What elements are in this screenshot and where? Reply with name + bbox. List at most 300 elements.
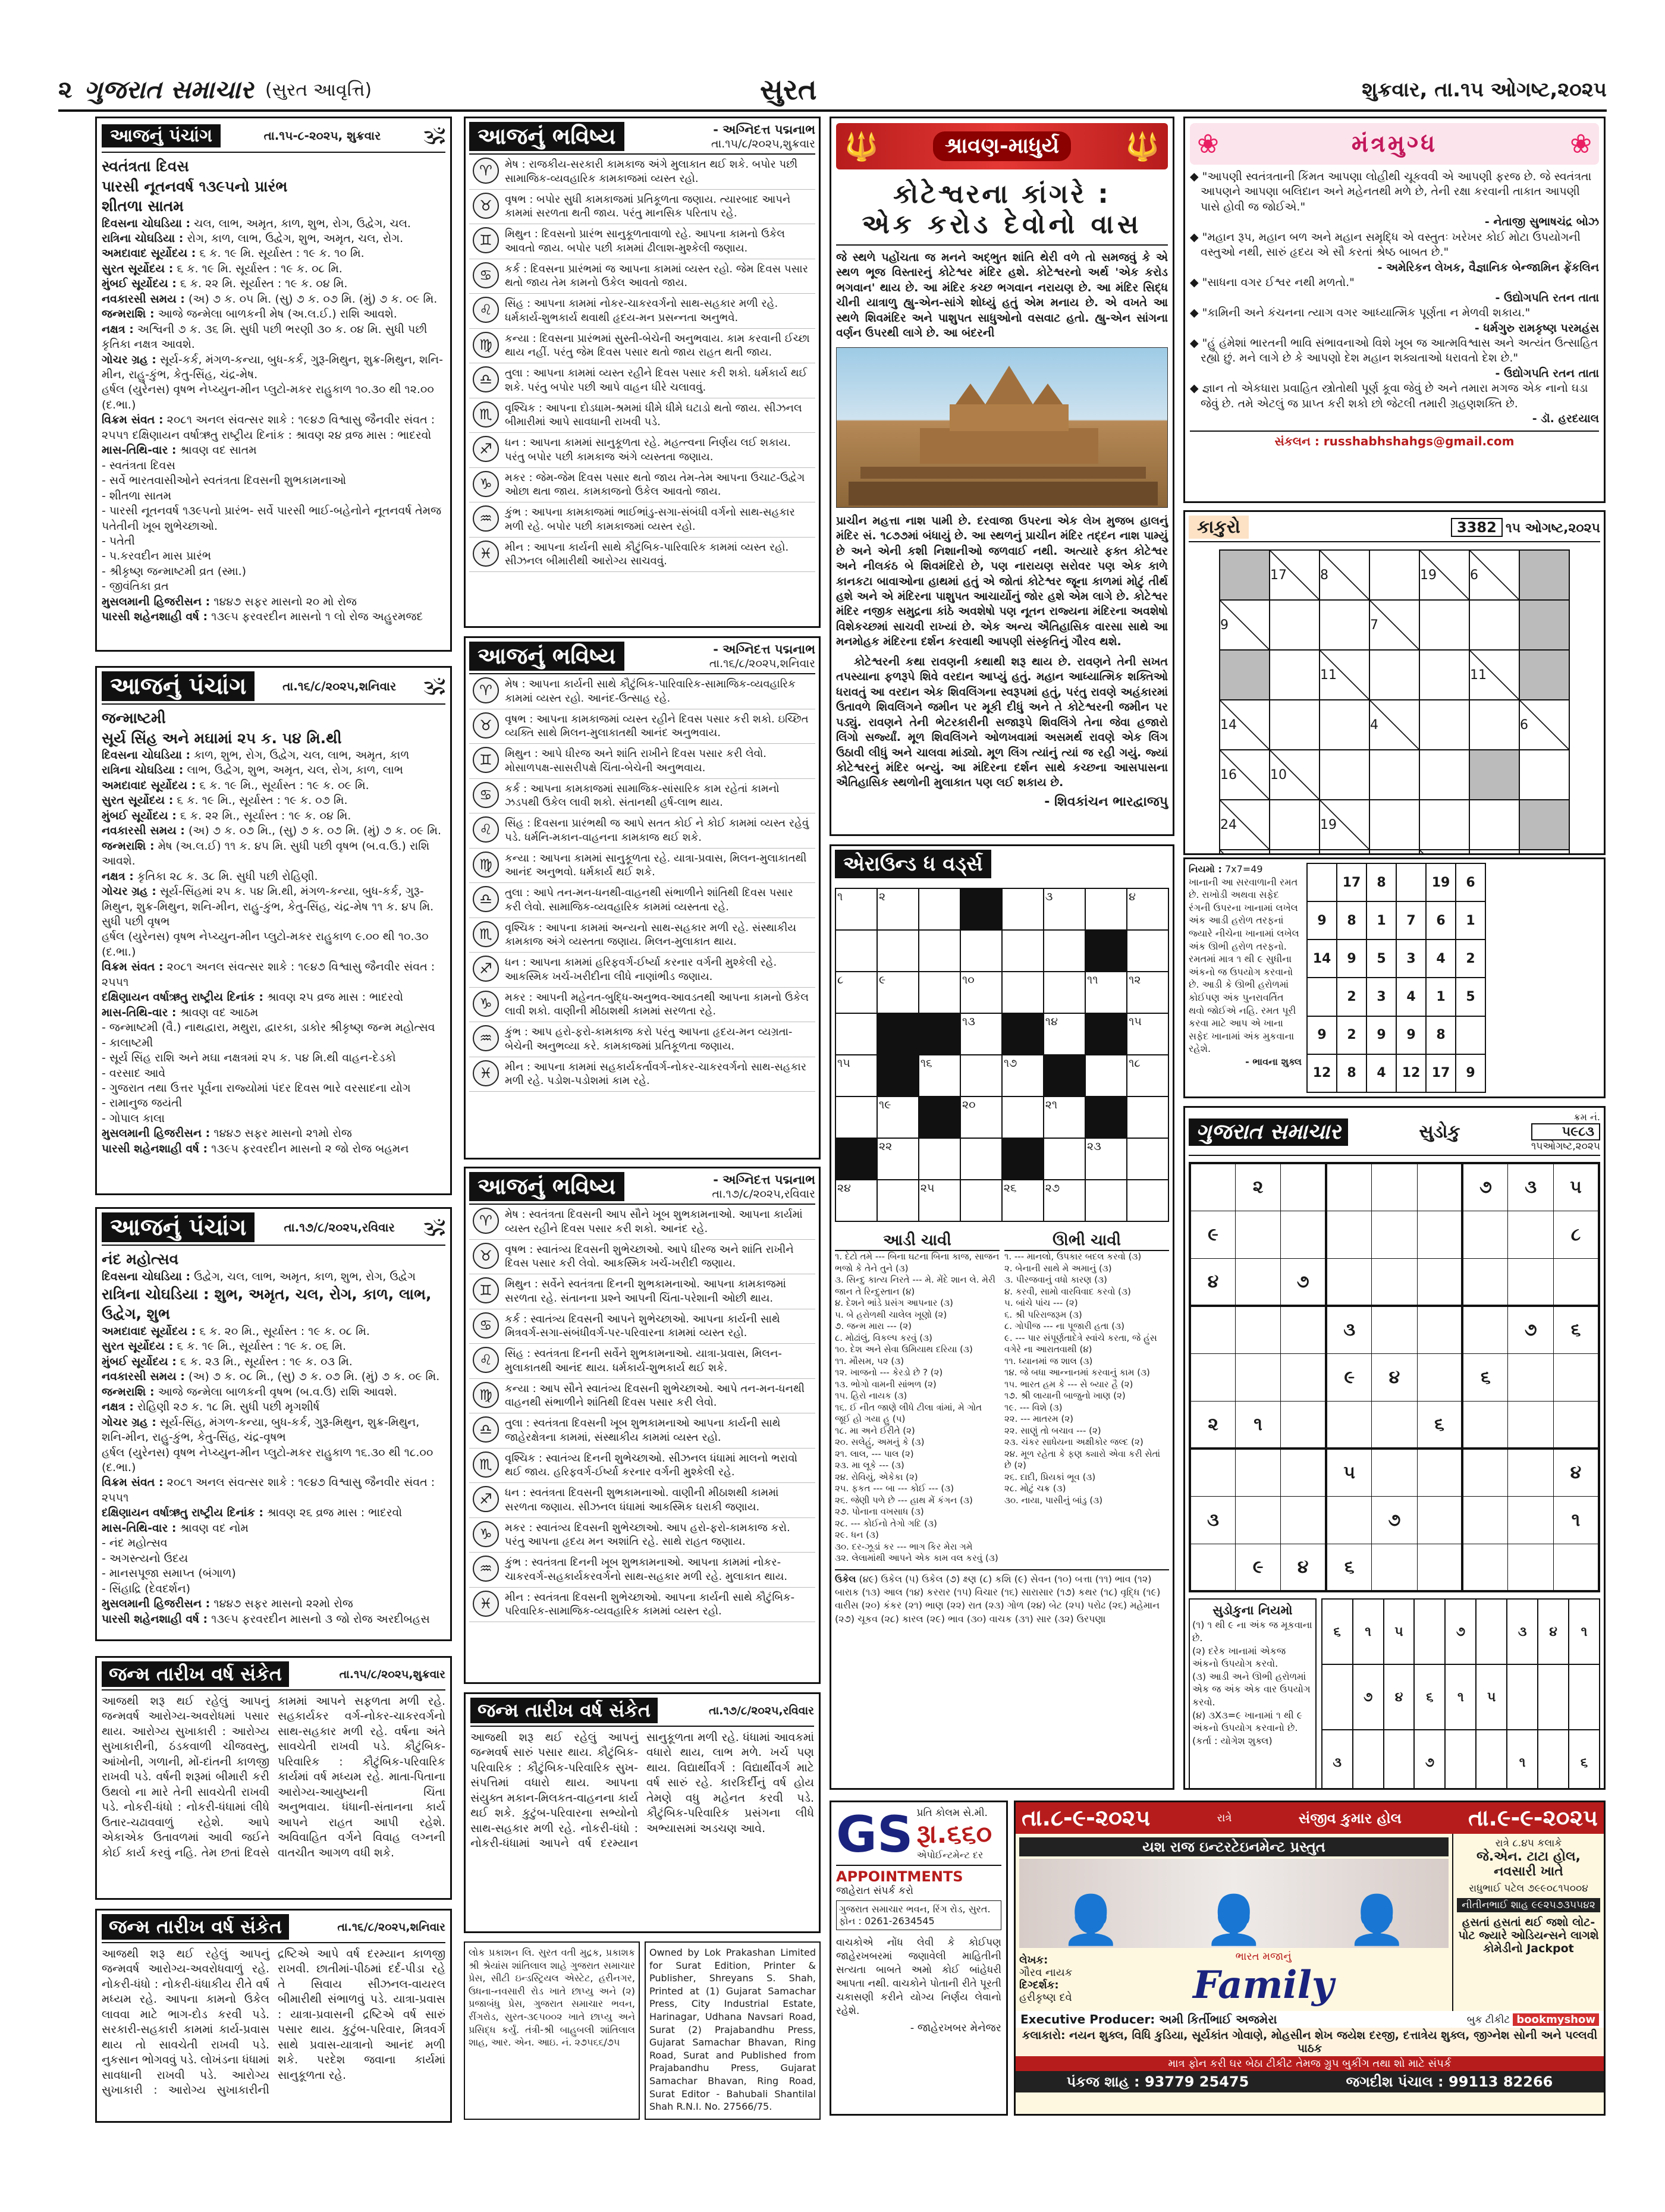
crossword-block — [1044, 1055, 1085, 1096]
rashi-row — [469, 433, 815, 468]
sudoku-cell[interactable] — [1553, 1401, 1599, 1449]
sudoku-cell[interactable] — [1236, 1258, 1281, 1306]
crossword-cell[interactable] — [919, 972, 960, 1013]
kakuro-cell[interactable] — [1419, 700, 1469, 750]
sudoku-solution-cell — [1322, 1664, 1353, 1730]
ganesh-icon: 🕉 — [423, 122, 445, 149]
sudoku-cell[interactable] — [1508, 1496, 1553, 1544]
sudoku-cell: ૪ — [1372, 1353, 1417, 1401]
rashi-row — [469, 224, 815, 259]
crossword-cell[interactable] — [1002, 1096, 1044, 1138]
rashi-row — [469, 918, 815, 953]
sudoku-cell[interactable] — [1508, 1401, 1553, 1449]
sudoku-cell[interactable] — [1553, 1258, 1599, 1306]
sudoku-solution-cell: ૫ — [1384, 1599, 1415, 1664]
panchang-line: મુસલમાની હિજરીસન : ૧૪૪૭ સફર માસનો ૨૦ મો રોજ — [102, 595, 357, 608]
kakuro-cell — [1220, 650, 1270, 700]
show-time-label: રાત્રે — [1217, 1812, 1232, 1824]
kakuro-cell: 19 — [1320, 800, 1369, 850]
panchang-line: જન્માષ્ટમી — [102, 709, 166, 727]
crossword-cell[interactable]: ૨૩ — [1085, 1138, 1127, 1180]
rashi-row — [469, 779, 815, 814]
shravan-banner — [836, 123, 1168, 169]
crossword-cell[interactable]: ૨૪ — [835, 1180, 877, 1221]
kakuro-solution-cell: 9 — [1396, 1016, 1426, 1054]
clue: ૨૨. --- માતરમ (૨) — [1004, 1413, 1073, 1424]
zodiac-icon: ♈ — [473, 1208, 499, 1234]
sudoku-cell[interactable] — [1236, 1353, 1281, 1401]
panchang-line: વિક્રમ સંવત : ૨૦૮૧ અનલ સંવત્સર શાકે : ૧૯૪૭ વિશ્વાસુ જૈનવીર સંવત : ૨૫૫૧ — [102, 1476, 435, 1504]
crossword-cell[interactable] — [1127, 1180, 1168, 1221]
sudoku-cell[interactable] — [1462, 1211, 1508, 1258]
crossword-cell[interactable]: ૨ — [877, 888, 919, 930]
kakuro-solution-cell: 2 — [1337, 1016, 1366, 1054]
rashi-row — [469, 1240, 815, 1275]
sudoku-solution-cell — [1476, 1730, 1507, 1790]
rashi-text: કર્ક : સ્વાતંત્ર્ય દિવસની આપને શુભેચ્છાઓ. આપના કાર્યની સાથે મિત્રવર્ગ-સગા-સંબંધીવર્ગ-પર-પરિવારના કામમાં વ્યસ્ત રહો. — [505, 1312, 780, 1340]
crossword-cell[interactable] — [835, 930, 877, 972]
sudoku-cell: ૩ — [1508, 1163, 1553, 1211]
crossword-cell[interactable]: ૧૫ — [835, 1055, 877, 1096]
sudoku-cell[interactable] — [1190, 1163, 1236, 1211]
rashi-row — [469, 849, 815, 884]
zodiac-icon: ♓ — [473, 1060, 499, 1086]
crossword-cell[interactable] — [960, 1138, 1002, 1180]
clue: ૩૦. દર-ઝૂડાં કર --- ભાગ કિર મેરા ગમે — [835, 1541, 973, 1552]
crossword-cell[interactable]: ૧ — [835, 888, 877, 930]
panchang-line: - વરસાદ આવે — [102, 1066, 166, 1080]
temple-photo — [836, 347, 1168, 508]
kakuro-cell[interactable] — [1320, 600, 1369, 650]
kakuro-solution-cell: 12 — [1307, 1054, 1337, 1092]
down-clues — [1004, 1251, 1169, 1506]
clue: ૯. --- પાર સંપૂર્ણતાદેત્રે સ્વાંચે કરતા, જે હુંસ વગેરે ના આરાતવાથી (૪) — [1004, 1332, 1157, 1355]
kakuro-solution-cell: 9 — [1366, 1016, 1396, 1054]
rashi-row — [469, 155, 815, 190]
kakuro-cell[interactable] — [1469, 850, 1519, 855]
rashi-row — [469, 1588, 815, 1623]
article-intro: જે સ્થળે પહોંચતા જ મનને અદ્ભુત શાંતિ થેરી વળે તો સમજવું કે એ સ્થળ ભૂજ વિસ્તારનું કોટેશ્વર મંદિર હશે. કોટેશ્વરનો અર્થ 'એક કરોડ ભગવાન' થાય છે. આ મંદિર કચ્છ ભગવાન નરાયણ છે. આ મંદિર સિદ્ધ ચીની યાત્રાળુ હ્યુ-એન-સાંગે શોધ્યું હતું એમ મનાય છે. એ વખતે આ સ્થળે શિવમંદિર અને પાશુપત સાધુઓનો વસવાટ હતો. હ્યુ-એન સાંગના વર્ણન ઉપરથી લાગે છે. આ બંદરની — [836, 251, 1168, 340]
crossword-cell[interactable]: ૧૬ — [919, 1055, 960, 1096]
crossword-cell[interactable] — [1044, 972, 1085, 1013]
kakuro-cell[interactable] — [1419, 750, 1469, 800]
crossword-cell[interactable] — [1127, 1096, 1168, 1138]
panchang-line: નવકારસી સમય : (અ) ૭ ક. ૦૫ મિ. (સુ) ૭ ક. ૦૭ મિ. (મું) ૭ ક. ૦૯ મિ. — [102, 292, 438, 306]
zodiac-icon: ♒ — [473, 1025, 499, 1051]
sudoku-cell[interactable] — [1462, 1401, 1508, 1449]
kakuro-cell[interactable] — [1320, 750, 1369, 800]
kakuro-solution-cell: 2 — [1337, 978, 1366, 1016]
panchang-line: - સર્વે ભારતવાસીઓને સ્વતંત્રતા દિવસની શુભકામનાઓ — [102, 474, 347, 488]
panchang-date: તા.૧૫-૮-૨૦૨૫, શુક્રવાર — [263, 128, 381, 143]
kakuro-solution-cell: 2 — [1456, 940, 1485, 978]
cast-photo — [1019, 1859, 1449, 1948]
crossword-cell[interactable] — [1085, 888, 1127, 930]
crossword-cell[interactable]: ૧૫ — [1127, 1013, 1168, 1055]
sudoku-cell[interactable] — [1372, 1163, 1417, 1211]
crossword-cell[interactable]: ૧૨ — [1127, 972, 1168, 1013]
kakuro-cell[interactable] — [1469, 700, 1519, 750]
kakuro-cell: 6 — [1469, 550, 1519, 600]
rashi-row — [469, 953, 815, 988]
quote-author: - નેતાજી સુભાષચંદ્ર બોઝ — [1484, 215, 1599, 229]
quote-text: ◆ "સાધના વગર ઈશ્વર નથી મળતો." — [1190, 276, 1355, 290]
clue: ૧૦. દેશ અને સેવા ઉમિયાથ દરિયા (૩) — [835, 1344, 973, 1355]
rashi-text: કર્ક : દિવસના પ્રારંભમાં જ આપના કામમાં વ્યસ્ત રહો. જેમ દિવસ પસાર થતો જાય તેમ કામનો ઉકેલ આવતો જાય. — [505, 262, 808, 290]
rashi-text: ધન : આપના કામમાં હરિફવર્ગ-ઈર્ષ્યા કરનાર વર્ગની મુશ્કેલી રહે. આકસ્મિક ખર્ચ-ખરીદીના લીધે નાણાંભીડ જણાય. — [505, 956, 777, 983]
sudoku-solution-cell: ૬ — [1569, 1730, 1600, 1790]
sudoku-cell[interactable] — [1462, 1306, 1508, 1353]
sudoku-cell[interactable] — [1372, 1401, 1417, 1449]
janma-text: આજથી શરૂ થઈ રહેલું આપનું જન્મવર્ષ સારું પસાર થાય. કૌટુંબિક-પરિવારિક : કૌટુંબિક-પરિવારિક સુખ-સંપત્તિમાં વધારો થાય. આપના સંયુક્ત મકાન-મિલકત-વાહનના કાર્ય થઈ શકે. કુટુંબ-પરિવારના સભ્યોનો સાથ-સહકાર મળી રહે. નોકરી-ધંધો : નોકરી-ધંધામાં આપને વર્ષ દરમ્યાન સાનુકૂળતા મળી રહે. ધંધામાં આવકમાં વધારો થાય, લાભ મળે. ખર્ચ પણ થાય. વિદ્યાર્થીવર્ગ : વિદ્યાર્થીવર્ગ માટે વર્ષ સારું રહે. કારકિર્દીનું વર્ષ હોય તેમણે વધુ મહેનત કરવી પડે. કૌટુંબિક-પરિવારિક પ્રસંગના લીધે અભ્યાસમાં અડચણ આવે. — [470, 1731, 814, 1850]
kakuro-cell — [1519, 600, 1569, 650]
sudoku-cell[interactable] — [1417, 1496, 1462, 1544]
rashi-row — [469, 1274, 815, 1309]
crossword-cell[interactable]: ૧૧ — [1085, 972, 1127, 1013]
sudoku-cell[interactable] — [1417, 1258, 1462, 1306]
crossword-cell[interactable]: ૧૯ — [877, 1096, 919, 1138]
clue: ૮. ગોપીજ --- ના પૂજારી હતા (૩) — [1004, 1321, 1124, 1331]
crossword-cell[interactable] — [1044, 1138, 1085, 1180]
contact-2: જગદીશ પંચાલ : 99113 82266 — [1346, 2073, 1553, 2090]
kakuro-cell[interactable] — [1419, 650, 1469, 700]
sudoku-cell[interactable] — [1372, 1544, 1417, 1591]
sudoku-solution-cell — [1538, 1664, 1569, 1730]
sudoku-cell[interactable] — [1326, 1211, 1372, 1258]
janma-text: આજથી શરૂ થઈ રહેલું આપનું જન્મવર્ષ આરોગ્ય-અવરોધવાળું રહે. નોકરી-ધંધો : નોકરી-ધંધાકીય રીતે વર્ષ મધ્યમ રહે. આપના કામનો ઉકેલ લાવવા માટે ભાગ-દોડ કરવી પડે. સરકારી-સહકારી કામમાં કાર્ય-પ્રવાસ થાય તો સાવચેતી રાખવી પડે. નુકસાન ભોગવવું પડે. લોખંડના ધંધામાં સાવધાની રાખવી પડે. આરોગ્ય સુખાકારી : આરોગ્ય સુખાકારીની દ્રષ્ટિએ આપે વર્ષ દરમ્યાન કાળજી રાખવી. છાતીમાં-પીઠમાં દર્દ-પીડા રહે તે સિવાય સીઝનલ-વાયરલ બીમારીથી સંભાળવું પડે. યાત્રા-પ્રવાસ : યાત્રા-પ્રવાસની દ્રષ્ટિએ વર્ષ સારું પસાર થાય. કુટુંબ-પરિવાર, મિત્રવર્ગ સાથે પ્રવાસ-યાત્રાનો આનંદ મળી શકે. પરદેશ જવાના કાર્યમાં સાનુકૂળતા રહે. — [102, 1947, 445, 2097]
crossword-cell[interactable]: ૨૬ — [1002, 1180, 1044, 1221]
rashi-text: મિથુન : સર્વેને સ્વતંત્રતા દિનની શુભકામનાઓ. આપના કામકાજમાં સરળતા રહે. સંતાનના પ્રશ્ને આપની ચિંતા-પરેશાની ઓછી થાય. — [505, 1278, 786, 1305]
zodiac-icon: ♐ — [473, 436, 499, 462]
sudoku-cell[interactable] — [1462, 1544, 1508, 1591]
sudoku-cell[interactable] — [1417, 1306, 1462, 1353]
crossword-cell[interactable] — [1002, 930, 1044, 972]
panchang-line: હર્ષલ (યુરેનસ) વૃષભ નેપ્ચ્યુન-મીન પ્લુટો-મકર રાહુકાળ ૧૬.૩૦ થી ૧૮.૦૦ (દ.ભા.) — [102, 1446, 433, 1475]
clue: ૩. સિન્દુ કાત્ય નિરતે --- મે. મેંદે શાન લે. મેરી જાન તે રિન્દુસ્તાન (૪) — [835, 1274, 995, 1297]
rashi-text: મેષ : આપના કાર્યની સાથે કૌટુંબિક-પારિવારિક-સામાજિક-વ્યવહારિક કામમાં વ્યસ્ત રહો. આનંદ-ઉત્સાહ રહે. — [505, 678, 796, 705]
panchang-line: વિક્રમ સંવત : ૨૦૮૧ અનલ સંવત્સર શાકે : ૧૯૪૭ વિશ્વાસુ જૈનવીર સંવત : ૨૫૫૧ — [102, 960, 435, 989]
crossword-cell[interactable]: ૧૮ — [1127, 1055, 1168, 1096]
kakuro-cell[interactable] — [1369, 650, 1419, 700]
rashi-text: કર્ક : આપના કામકાજમાં સામાજિક-સાંસારિક કામ રહેતાં કામનો ઝડપથી ઉકેલ લાવી શકો. સંતાનથી હર્ષ-લાભ થાય. — [505, 782, 780, 809]
panchang-date: તા.૧૬/૮/૨૦૨૫,શનિવાર — [282, 679, 397, 693]
kakuro-cell[interactable] — [1369, 850, 1419, 855]
panchang-line: મુંબઈ સૂર્યોદય : ૬ ક. ૨૨ મિ. સૂર્યાસ્ત : ૧૯ ક. ૦૪ મિ. — [102, 277, 348, 291]
rashi-row — [469, 744, 815, 779]
panchang-line: મુંબઈ સૂર્યોદય : ૬ ક. ૨૩ મિ., સૂર્યાસ્ત : ૧૯ ક. ૦૩ મિ. — [102, 1355, 353, 1368]
crossword-cell[interactable]: ૪ — [1127, 888, 1168, 930]
crossword-cell[interactable] — [919, 888, 960, 930]
kakuro-solution-cell: 17 — [1426, 1054, 1456, 1092]
zodiac-icon: ♌ — [473, 297, 499, 323]
crossword-cell[interactable] — [960, 1180, 1002, 1221]
rashi-text: મેષ : રાજકીય-સરકારી કામકાજ અંગે મુલાકાત થઈ શકે. બપોર પછી સામાજિક-વ્યવહારિક કામકાજમાં વ્યસ્ત રહો. — [505, 158, 798, 185]
sudoku-cell: ૯ — [1236, 1544, 1281, 1591]
kakuro-cell[interactable] — [1419, 800, 1469, 850]
clue: ૧૮. મા અને ઈરીતે (૨) — [835, 1425, 915, 1436]
panchang-line: હર્ષલ (યુરેનસ) વૃષભ નેપ્ચ્યુન-મીન પ્લુટો-મકર રાહુકાળ ૯.૦૦ થી ૧૦.૩૦ (દ.ભા.) — [102, 930, 429, 959]
zodiac-icon: ♒ — [473, 505, 499, 532]
sudoku-cell[interactable] — [1462, 1258, 1508, 1306]
booking-label: બુક ટીકીટ — [1466, 2013, 1510, 2026]
rashi-row — [469, 1379, 815, 1414]
sudoku-cell[interactable] — [1281, 1401, 1327, 1449]
kakuro-cell[interactable] — [1369, 750, 1419, 800]
panchang-line: માસ-તિથિ-વાર : શ્રાવણ વદ નોમ — [102, 1521, 249, 1535]
zodiac-icon: ♌ — [473, 1347, 499, 1373]
shiva-icon: 🔱 — [844, 130, 879, 162]
kakuro-cell[interactable] — [1320, 700, 1369, 750]
sudoku-cell[interactable] — [1281, 1496, 1327, 1544]
janma-date: તા.૧૭/૮/૨૦૨૫,રવિવાર — [708, 1704, 814, 1717]
crossword-cell[interactable] — [1002, 972, 1044, 1013]
crossword-cell[interactable] — [960, 1055, 1002, 1096]
panchang-line: દિવસના ચોઘડિયા : કાળ, શુભ, રોગ, ઉદ્વેગ, ચલ, લાભ, અમૃત, કાળ — [102, 749, 410, 762]
kakuro-cell[interactable] — [1519, 750, 1569, 800]
crossword-cell[interactable]: ૨૦ — [960, 1096, 1002, 1138]
panchang-line: અમદાવાદ સૂર્યોદય : ૬ ક. ૧૯ મિ., સૂર્યાસ્ત : ૧૯ ક. ૦૯ મિ. — [102, 778, 369, 792]
sudoku-cell[interactable] — [1281, 1353, 1327, 1401]
clue: ૨૨. સાણું તો બચાવ --- (૨) — [1004, 1425, 1101, 1436]
sudoku-cell[interactable] — [1553, 1353, 1599, 1401]
kakuro-solution-cell: 9 — [1337, 940, 1366, 978]
sudoku-cell: ૭ — [1508, 1306, 1553, 1353]
sudoku-solution-cell: ૩ — [1322, 1730, 1353, 1790]
zodiac-icon: ♉ — [473, 712, 499, 739]
kakuro-cell[interactable] — [1469, 600, 1519, 650]
sudoku-cell[interactable] — [1417, 1449, 1462, 1496]
crossword-cell[interactable]: ૩ — [1044, 888, 1085, 930]
bhavishya-box-1 — [464, 117, 821, 628]
panchang-line: સુરત સૂર્યોદય : ૬ ક. ૧૯ મિ. સૂર્યાસ્ત : ૧૯ ક. ૦૮ મિ. — [102, 262, 343, 275]
sudoku-cell[interactable] — [1236, 1496, 1281, 1544]
panchang-line: - રામાનુજ જયંતી — [102, 1096, 183, 1110]
kakuro-cell[interactable] — [1419, 600, 1469, 650]
rashi-row — [469, 1344, 815, 1379]
sudoku-cell[interactable] — [1326, 1163, 1372, 1211]
clue: ૨૮. મોટું ચક્ર (૩) — [1004, 1483, 1066, 1494]
clue: ૨૮. --- કોઈનો તેગો ગદિ (૩) — [835, 1517, 937, 1529]
kakuro-solution-cell: 14 — [1307, 940, 1337, 978]
kakuro-cell[interactable] — [1270, 650, 1320, 700]
classified-address: ગુજરાત સમાચાર ભવન, રિંગ રોડ, સુરત. ફોન : 0261-2634545 — [836, 1900, 1001, 1930]
kakuro-cell[interactable] — [1369, 800, 1419, 850]
sudoku-cell[interactable] — [1372, 1449, 1417, 1496]
crossword-block — [1002, 1138, 1044, 1180]
kakuro-cell[interactable] — [1320, 850, 1369, 855]
rate-value: રૂા.૬૬૦ — [916, 1819, 992, 1849]
rashi-row — [469, 883, 815, 918]
sudoku-cell[interactable] — [1417, 1163, 1462, 1211]
kakuro-cell[interactable] — [1519, 850, 1569, 855]
kakuro-cell[interactable] — [1469, 800, 1519, 850]
sudoku-cell[interactable] — [1236, 1306, 1281, 1353]
rashi-row — [469, 709, 815, 744]
sudoku-cell[interactable] — [1281, 1306, 1327, 1353]
crossword-cell[interactable] — [1127, 930, 1168, 972]
panchang-line: પારસી શહેનશાહી વર્ષ : ૧૩૯૫ ફરવરદીન માસનો ૨ જો રોજ બહમન — [102, 1142, 409, 1155]
crossword-cell[interactable] — [835, 1013, 877, 1055]
sudoku-cell[interactable] — [1417, 1353, 1462, 1401]
kakuro-cell: 16 — [1220, 750, 1270, 800]
sudoku-cell[interactable] — [1508, 1449, 1553, 1496]
crossword-cell[interactable] — [1127, 1138, 1168, 1180]
page-number: ૨ — [58, 76, 73, 103]
deity-icon: 🕉 — [423, 1214, 445, 1241]
clue: ૨૫. ફકત --- બા --- કોઈ --- (૩) — [835, 1483, 954, 1494]
zodiac-icon: ♉ — [473, 1243, 499, 1269]
sudoku-cell[interactable] — [1190, 1544, 1236, 1591]
kakuro-cell[interactable] — [1270, 700, 1320, 750]
crossword-cell[interactable] — [877, 1180, 919, 1221]
crossword-cell[interactable] — [919, 930, 960, 972]
crossword-cell[interactable] — [835, 1096, 877, 1138]
kakuro-cell[interactable] — [1270, 600, 1320, 650]
panchang-line: ગોચર ગ્રહ : સૂર્ય-સિંહ, મંગળ-કન્યા, બુધ-કર્ક, ગુરૂ-મિથુન, શુક્ર-મિથુન, શનિ-મીન, રાહુ-કુંભ, કેતુ-સિંહ, ચંદ્ર-વૃષભ — [102, 1415, 420, 1444]
sudoku-cell[interactable] — [1508, 1211, 1553, 1258]
kakuro-cell: 10 — [1270, 750, 1320, 800]
sudoku-cell[interactable] — [1553, 1544, 1599, 1591]
sudoku-cell[interactable] — [1281, 1211, 1327, 1258]
zodiac-icon: ♉ — [473, 193, 499, 219]
clue: ૧૭. શ્રી લાયાની બાજુનો ખાણ (૨) — [1004, 1390, 1126, 1401]
imprint — [464, 1941, 821, 2120]
crossword-cell[interactable]: ૨૧ — [1044, 1096, 1085, 1138]
rashi-text: વૃષભ : સ્વાતંત્ર્ય દિવસની શુભેચ્છાઓ. આપે ધીરજ અને શાંતિ રાખીને દિવસ પસાર કરી લેવો. આકસ્મિક ખર્ચ-ખરીદી જણાય. — [505, 1243, 794, 1270]
rashi-text: તુલા : આપે તન-મન-ધનથી-વાહનથી સંભાળીને શાંતિથી દિવસ પસાર કરી લેવો. સામાજિક-વ્યવહારિક કામમાં વ્યસ્તતા રહે. — [505, 887, 793, 913]
sudoku-rule: (કર્તા : યોગેશ શુક્લ) — [1192, 1735, 1273, 1746]
crossword-cell[interactable]: ૨૨ — [877, 1138, 919, 1180]
janma-box-1 — [95, 1656, 452, 1900]
panchang-line: મુસલમાની હિજરીસન : ૧૪૪૭ સફર માસનો ૨૨મો રોજ — [102, 1597, 353, 1611]
kakuro-cell: 8 — [1320, 550, 1369, 600]
sudoku-cell: ૨ — [1190, 1401, 1236, 1449]
sudoku-cell[interactable] — [1508, 1258, 1553, 1306]
panchang-line: નવકારસી સમય : (અ) ૭ ક. ૦૭ મિ., (સુ) ૭ ક. ૦૭ મિ. (મું) ૭ ક. ૦૯ મિ. — [102, 824, 442, 838]
rashi-row — [469, 538, 815, 573]
compiler-email: સંકલન : russhabhshahgs@gmail.com — [1190, 431, 1599, 448]
sudoku-cell[interactable] — [1236, 1211, 1281, 1258]
bhavishya-date: તા.૧૫/૮/૨૦૨૫,શુક્રવાર — [711, 137, 815, 150]
presenter: યશ રાજ ઇન્ટરટેઇનમેન્ટ પ્રસ્તુત — [1019, 1837, 1449, 1856]
sudoku-cell[interactable] — [1508, 1353, 1553, 1401]
crossword-cell[interactable]: ૧૩ — [960, 1013, 1002, 1055]
show-date-1: તા.૮-૯-૨૦૨૫ — [1022, 1805, 1151, 1831]
sudoku-cell: ૩ — [1326, 1306, 1372, 1353]
clue: ૧૧. ધ્યાનમાં જ શાલ (૩) — [1004, 1355, 1093, 1366]
panchang-line: - નંદ મહોત્સવ — [102, 1537, 168, 1550]
crossword-cell[interactable] — [1044, 930, 1085, 972]
sudoku-cell[interactable] — [1236, 1449, 1281, 1496]
sudoku-cell[interactable] — [1372, 1211, 1417, 1258]
sudoku-cell[interactable] — [1417, 1544, 1462, 1591]
crossword-block — [1085, 930, 1127, 972]
kakuro-solution-cell — [1307, 863, 1337, 901]
kakuro-cell[interactable] — [1270, 800, 1320, 850]
crossword-cell[interactable] — [919, 1138, 960, 1180]
kakuro-cell[interactable] — [1369, 550, 1419, 600]
rashi-list — [469, 155, 815, 572]
clue: ૧૫. ભારત હમ કે --- સે બ્યાર હૈ (૨) — [1004, 1378, 1133, 1390]
sudoku-cell[interactable] — [1462, 1496, 1508, 1544]
panchang-line: દક્ષિણાયન વર્ષાઋતુ રાષ્ટ્રીય દિનાંક : શ્રાવણ ૨૫ વ્રજ માસ : ભાદરવો — [102, 991, 403, 1004]
rate-label: પ્રતિ કોલમ સે.મી. — [916, 1807, 988, 1819]
header-date: શુક્રવાર, તા.૧૫ ઓગષ્ટ,૨૦૨૫ — [1362, 78, 1607, 102]
crossword-cell[interactable]: ૧૭ — [1002, 1055, 1044, 1096]
sudoku-cell[interactable] — [1372, 1258, 1417, 1306]
crossword-cell[interactable] — [1002, 888, 1044, 930]
crossword-cell[interactable]: ૨૫ — [919, 1180, 960, 1221]
sudoku-cell[interactable] — [1326, 1401, 1372, 1449]
panchang-line: નક્ષત્ર : કૃતિકા ૨૮ ક. ૩૮ મિ. સુધી પછી રોહિણી. — [102, 869, 318, 883]
sudoku-cell[interactable] — [1372, 1306, 1417, 1353]
crossword-cell[interactable] — [877, 930, 919, 972]
panchang-line: - જન્માષ્ટમી (વૈ.) નાથદ્વારા, મથુરા, દ્વારકા, ડાકોર શ્રીકૃષ્ણ જન્મ મહોત્સવ — [102, 1021, 435, 1035]
rashi-row — [469, 294, 815, 329]
sudoku-cell[interactable] — [1190, 1353, 1236, 1401]
kakuro-solution-cell: 9 — [1307, 1016, 1337, 1054]
panchang-line: - પ.કરવદીન માસ પ્રારંભ — [102, 549, 212, 563]
crossword-cell[interactable] — [1085, 1180, 1127, 1221]
sudoku-cell[interactable] — [1281, 1449, 1327, 1496]
kakuro-cell: 24 — [1220, 800, 1270, 850]
zodiac-icon: ♓ — [473, 541, 499, 567]
rashi-text: સિંહ : સ્વતંત્રતા દિનની સર્વેને શુભકામનાઓ. યાત્રા-પ્રવાસ, મિલન-મુલાકાતથી આનંદ થાય. ધર્મકાર્ય-શુભકાર્ય થઈ શકે. — [505, 1347, 782, 1374]
sudoku-cell[interactable] — [1462, 1449, 1508, 1496]
crossword-cell[interactable] — [1085, 1055, 1127, 1096]
sudoku-cell[interactable] — [1326, 1258, 1372, 1306]
sudoku-cell[interactable] — [1326, 1496, 1372, 1544]
sudoku-solution-cell: ૭ — [1414, 1730, 1445, 1790]
rashi-text: મિથુન : આપે ધીરજ અને શાંતિ રાખીને દિવસ પસાર કરી લેવો. મોસાળપક્ષ-સાસરીપક્ષે ચિંતા-બેચેની અનુભવાય. — [505, 747, 766, 774]
panchang-box-1 — [95, 117, 452, 652]
mantra-title: મંત્રમુગ્ધ — [1351, 130, 1438, 158]
panchang-line: સુરત સૂર્યોદય : ૬ ક. ૧૯ મિ., સૂર્યાસ્ત : ૧૯ ક. ૦૬ મિ. — [102, 1340, 347, 1353]
kakuro-solution-cell: 1 — [1366, 901, 1396, 940]
kakuro-solution-cell: 5 — [1366, 940, 1396, 978]
sudoku-cell: ૯ — [1326, 1353, 1372, 1401]
sudoku-cell[interactable] — [1281, 1163, 1327, 1211]
clue: ૫. બે હરોળથી ચાલેલ ખૂણો (૨) — [835, 1309, 947, 1320]
sudoku-cell[interactable] — [1190, 1306, 1236, 1353]
crossword-cell[interactable]: ૮ — [835, 972, 877, 1013]
sudoku-cell[interactable] — [1508, 1544, 1553, 1591]
panchang-line: ગોચર ગ્રહ : સૂર્ય-સિંહમાં ૨૫ ક. ૫૪ મિ.થી, મંગળ-કન્યા, બુધ-કર્ક, ગુરૂ-મિથુન, શુક્ર-મિથુન, શનિ-મીન, રાહુ-કુંભ, કેતુ-સિંહ, ચંદ્ર-મેષ ૧૧ ક. ૪૫ મિ. સુધી પછી વૃષભ — [102, 885, 434, 928]
panchang-body — [102, 1249, 445, 1627]
clue: ૬. શ્રી પરિરાજરૂમ (૩) — [1004, 1309, 1082, 1320]
kakuro-solution-cell: 19 — [1426, 863, 1456, 901]
bookmyshow-logo[interactable]: bookmyshow — [1513, 2013, 1599, 2026]
play-title: Family — [1193, 1963, 1334, 2007]
panchang-box-3 — [95, 1207, 452, 1641]
quote-author: - ડૉ. હરદયાલ — [1532, 412, 1599, 426]
crossword-cell[interactable]: ૧૦ — [960, 972, 1002, 1013]
sudoku-cell[interactable] — [1190, 1449, 1236, 1496]
clue: ૮. મોઢાંલું, વિકલ્પ કરવું (૩) — [835, 1332, 932, 1343]
crossword-block — [1085, 1013, 1127, 1055]
bhavishya-author: - અગ્નિદત્ત પદ્મનાભ — [713, 1173, 815, 1187]
sudoku-cell: ૧ — [1553, 1496, 1599, 1544]
sudoku-cell[interactable] — [1417, 1211, 1462, 1258]
crossword-cell[interactable]: ૯ — [877, 972, 919, 1013]
janma-box-2 — [95, 1909, 452, 2123]
kakuro-cell[interactable] — [1270, 850, 1320, 855]
sudoku-solution-cell: ૪ — [1384, 1664, 1415, 1730]
crossword-cell[interactable] — [960, 930, 1002, 972]
crossword-cell[interactable]: ૧૪ — [1044, 1013, 1085, 1055]
article-author: - શિવકાંચન ભારદ્વાજપુ — [1044, 794, 1168, 809]
crossword-cell[interactable]: ૨૭ — [1044, 1180, 1085, 1221]
